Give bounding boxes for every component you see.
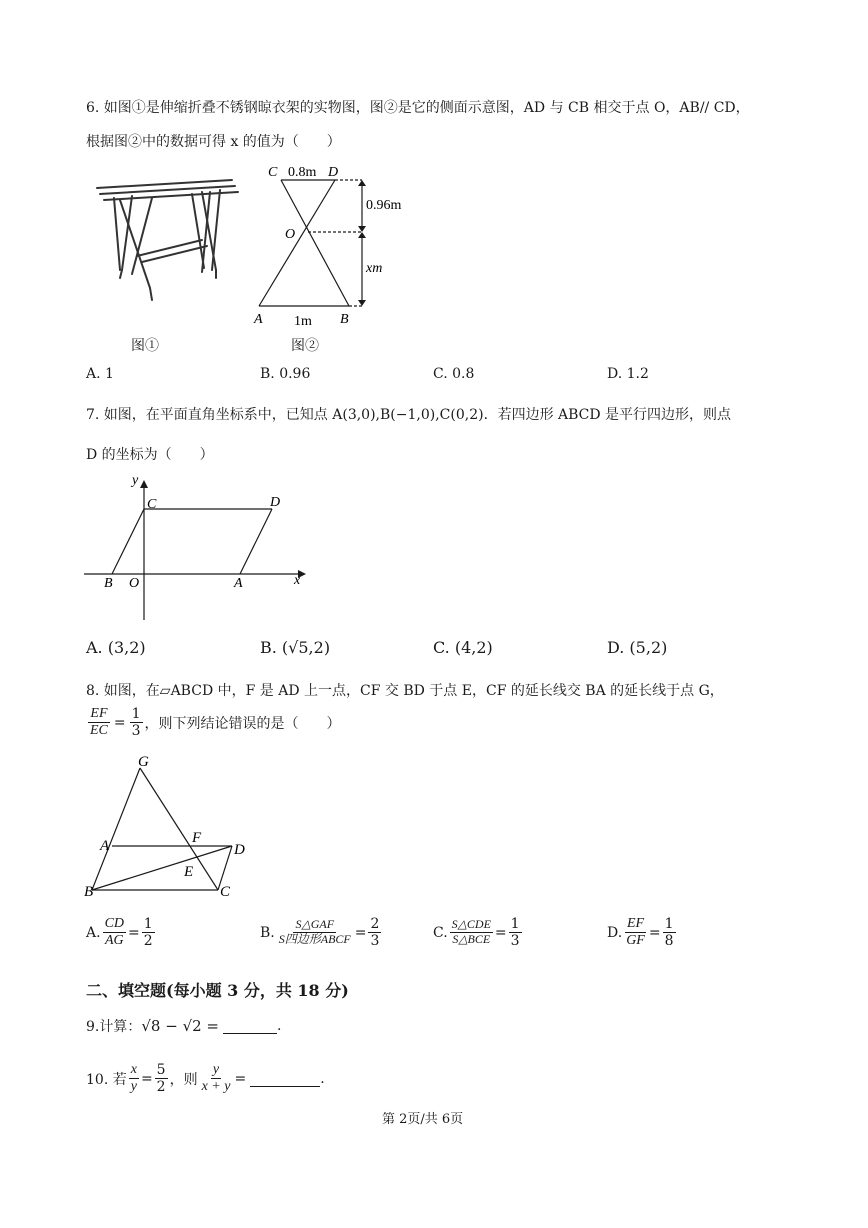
q6-fig2-label-upper-height: 0.96m	[366, 198, 402, 213]
q8-option-b-letter: B.	[260, 924, 275, 941]
q8-stem-fraction	[88, 706, 110, 739]
q6-figure1-caption: 图①	[131, 338, 159, 354]
q7-option-a: A. (3,2)	[86, 638, 146, 657]
q8-option-a-den: AG	[104, 933, 124, 949]
q6-option-d: D. 1.2	[607, 366, 649, 382]
q6-figure2-diagram	[250, 160, 420, 330]
page-number: 第 2页/共 6页	[382, 1112, 464, 1127]
q8-option-b-num: S△GAF	[295, 917, 335, 932]
q6-fig2-label-o: O	[285, 227, 296, 242]
q8-option-a: A. $\frac{CD}{AG}$ = $\frac{1}{2}$	[86, 916, 153, 950]
q8-option-d-letter: D.	[607, 924, 623, 941]
q7-label-a: A	[234, 576, 243, 591]
q7-stem-line1: 7. 如图，在平面直角坐标系中，已知点 A(3,0),B(−1,0),C(0,2)．若四边形 ABCD 是平行四边形，则点	[86, 407, 732, 423]
q8-option-c-rhs	[509, 916, 522, 949]
q7-figure-coordinate-plane	[84, 470, 314, 625]
q8-option-c-lhs	[450, 918, 493, 947]
q8-label-e: E	[184, 864, 194, 880]
q6-option-a: A. 1	[86, 366, 114, 382]
q8-option-a-lhs	[103, 916, 126, 949]
q6-fig2-label-lower-height: xm	[366, 261, 383, 276]
q8-label-f: F	[192, 830, 202, 846]
q7-label-b: B	[104, 576, 113, 591]
q8-stem-tail: ，则下列结论错误的是（ ）	[144, 715, 341, 732]
q10-answer-blank[interactable]	[250, 1070, 320, 1087]
q10-cond-den: y	[130, 1079, 137, 1095]
q8-option-a-val-den: 2	[143, 933, 153, 950]
q6-option-b: B. 0.96	[260, 366, 311, 382]
q9-expression: √8 − √2 =	[141, 1017, 220, 1035]
q8-option-b-val-num: 2	[370, 916, 380, 932]
q6-fig2-label-c: C	[268, 165, 278, 180]
q8-label-g: G	[138, 754, 149, 770]
q8-option-b-lhs	[277, 918, 353, 947]
q8-label-c: C	[220, 884, 231, 900]
q7-option-c: C. (4,2)	[433, 638, 493, 657]
q10-mid: ，则	[169, 1071, 198, 1088]
q9-suffix: .	[277, 1018, 282, 1034]
q6-fig2-label-bottom: 1m	[294, 314, 312, 329]
q7-label-x: x	[294, 573, 301, 588]
q8-option-d-num: EF	[625, 916, 646, 933]
q6-fig2-label-d: D	[328, 165, 339, 180]
q8-option-c-val-den: 3	[510, 933, 520, 950]
q8-option-d-val-den: 8	[664, 933, 674, 950]
q8-option-d-rhs	[663, 916, 676, 949]
q6-stem-line1: 6. 如图①是伸缩折叠不锈钢晾衣架的实物图，图②是它的侧面示意图，AD 与 CB 相交于点 O，AB// CD，	[86, 100, 750, 116]
q8-option-b: B. $\frac{\text{S△GAF}}{\text{S四边形ABCF}}$ = $\frac{2}{3}$	[260, 916, 380, 950]
q10-cond-val-den: 2	[156, 1079, 166, 1096]
q8-stem-line2: $\frac{EF}{EC}$ = $\frac{1}{3}$ ，则下列结论错误的是（ ）	[90, 706, 341, 740]
q6-stem-line2: 根据图②中的数据可得 x 的值为（ ）	[86, 134, 341, 150]
q7-label-o: O	[129, 576, 140, 591]
q8-label-b: B	[84, 884, 94, 900]
q7-option-d: D. (5,2)	[607, 638, 668, 657]
q8-stem-value-num: 1	[131, 706, 141, 722]
q8-option-a-letter: A.	[86, 924, 101, 941]
q9-prefix: 9.计算：	[86, 1019, 142, 1035]
q8-option-c: C. $\frac{\text{S△CDE}}{\text{S△BCE}}$ = $\frac{1}{3}$	[433, 916, 520, 950]
q6-option-c: C. 0.8	[433, 366, 475, 382]
q8-option-a-rhs	[142, 916, 155, 949]
q8-label-d: D	[234, 842, 245, 858]
q7-label-c: C	[147, 497, 157, 512]
section2-title: 二、填空题(每小题 3 分，共 18 分)	[86, 981, 349, 1000]
q8-option-a-val-num: 1	[143, 916, 153, 932]
q6-figure1-rack	[92, 170, 242, 310]
q10-cond-val-num: 5	[156, 1062, 166, 1078]
q10-ask-num: y	[211, 1062, 221, 1079]
q10-ask-fraction	[200, 1062, 233, 1095]
q7-label-d: D	[270, 495, 281, 510]
q10-cond-num: x	[129, 1062, 139, 1079]
q9	[86, 1016, 281, 1036]
q10-condition-lhs	[129, 1062, 139, 1095]
q10-prefix: 10. 若	[86, 1071, 127, 1088]
q10: 10. 若 $\frac{x}{y}$ = $\frac{5}{2}$ ，则 $\frac{y}{x + y}$ = .	[86, 1062, 325, 1096]
q9-answer-blank[interactable]	[223, 1019, 277, 1034]
q8-figure-parallelogram	[82, 750, 262, 900]
q6-figure2-caption: 图②	[291, 338, 319, 354]
q6-fig2-label-a: A	[254, 312, 263, 327]
q8-option-d-lhs	[624, 916, 647, 949]
q8-option-d-den: GF	[626, 933, 645, 949]
q8-option-b-rhs	[368, 916, 381, 949]
q6-fig2-label-b: B	[340, 312, 349, 327]
q8-option-b-den: S四边形ABCF	[278, 932, 351, 947]
q8-option-a-num: CD	[103, 916, 126, 933]
q8-option-d: D. $\frac{EF}{GF}$ = $\frac{1}{8}$	[607, 916, 674, 950]
q8-option-c-den: S△BCE	[452, 932, 491, 947]
q7-stem-line2: D 的坐标为（ ）	[86, 447, 214, 463]
q10-ask-den: x + y	[201, 1079, 231, 1095]
q6-fig2-label-top: 0.8m	[288, 165, 317, 180]
q8-option-d-val-num: 1	[664, 916, 674, 932]
q7-label-y: y	[132, 473, 139, 488]
q8-stem-value-den: 3	[131, 723, 141, 740]
q8-option-c-val-num: 1	[510, 916, 520, 932]
q8-stem-frac-den: EC	[90, 723, 108, 739]
q8-stem-line1: 8. 如图，在▱ABCD 中，F 是 AD 上一点，CF 交 BD 于点 E，CF 的延长线交 BA 的延长线于点 G，	[86, 683, 724, 699]
q8-option-c-letter: C.	[433, 924, 448, 941]
q8-stem-frac-num: EF	[88, 706, 109, 723]
q8-label-a: A	[100, 838, 110, 854]
q8-option-c-num: S△CDE	[451, 917, 491, 932]
q8-stem-value-fraction	[130, 706, 143, 739]
q8-option-b-val-den: 3	[370, 933, 380, 950]
q10-condition-rhs	[155, 1062, 168, 1095]
q10-suffix: .	[320, 1070, 325, 1087]
q7-option-b: B. (√5,2)	[260, 638, 331, 657]
